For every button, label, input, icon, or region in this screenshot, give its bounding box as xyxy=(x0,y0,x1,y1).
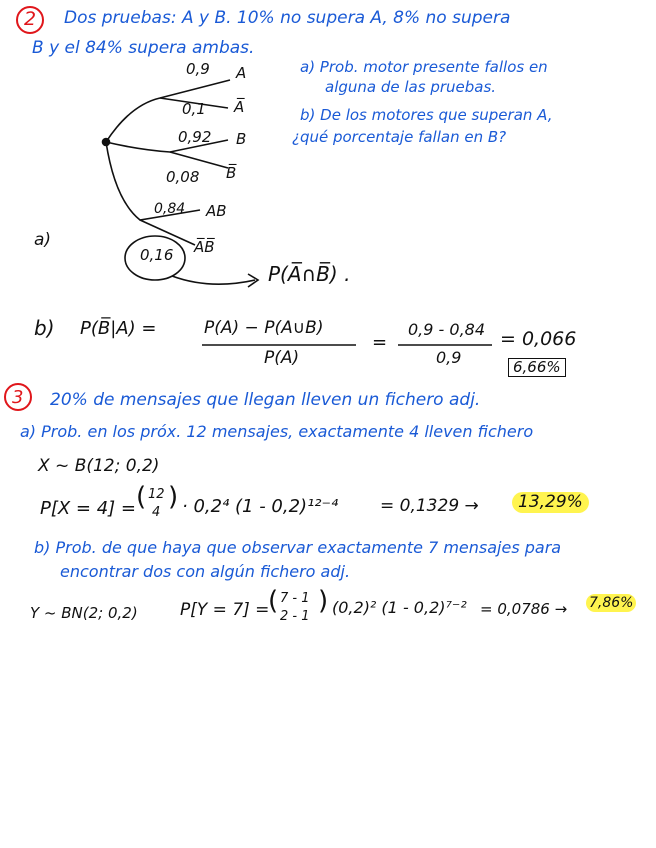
calc-b-comb-bottom: 2 - 1 xyxy=(280,609,310,624)
part-b-denominator: P(A) xyxy=(264,348,300,368)
calc-a-equals: = 0,1329 → xyxy=(380,496,479,516)
part-b-equals: = xyxy=(372,332,388,353)
tree-label-2: A̅ xyxy=(234,98,245,116)
calc-a-comb-top: 12 xyxy=(148,487,165,502)
problem-2-question-a-1: a) Prob. motor presente fallos en xyxy=(300,58,548,76)
part-b-numerator-2: 0,9 - 0,84 xyxy=(408,320,486,339)
tree-prob-5: 0,84 xyxy=(154,201,186,217)
problem-3-number: 3 xyxy=(12,387,24,408)
calc-a-lhs: P[X = 4] = xyxy=(40,498,137,519)
tree-prob-6: 0,16 xyxy=(140,246,174,264)
part-b-result: = 0,066 xyxy=(500,328,577,350)
probability-tree xyxy=(103,80,231,245)
problem-3-question-b-2: encontrar dos con algún fichero adj. xyxy=(60,562,351,581)
calc-b-lhs: P[Y = 7] = xyxy=(180,600,270,620)
distribution-a: X ~ B(12; 0,2) xyxy=(38,456,160,476)
calc-a-paren-right: ) xyxy=(168,482,179,512)
calc-b-result: 7,86% xyxy=(586,594,636,612)
part-b-label: b) xyxy=(34,316,55,340)
calc-b-equals: = 0,0786 → xyxy=(480,600,568,618)
part-b-denominator-2: 0,9 xyxy=(436,348,462,367)
problem-2-line-2: B y el 84% supera ambas. xyxy=(32,38,255,58)
problem-2-number: 2 xyxy=(24,8,37,30)
tree-label-4: B̅ xyxy=(226,164,237,182)
calc-a-rest: · 0,2⁴ (1 - 0,2)¹²⁻⁴ xyxy=(182,496,339,517)
tree-label-5: AB xyxy=(206,202,227,220)
calc-a-result: 13,29% xyxy=(512,492,589,513)
problem-3-question-b-1: b) Prob. de que haya que observar exactamente 7 mensajes para xyxy=(34,538,562,557)
calc-a-comb-bottom: 4 xyxy=(152,505,161,520)
distribution-b: Y ~ BN(2; 0,2) xyxy=(30,604,138,622)
part-a-label: a) xyxy=(34,230,52,250)
tree-label-1: A xyxy=(236,64,247,82)
tree-label-3: B xyxy=(236,130,247,148)
tree-prob-3: 0,92 xyxy=(178,128,212,146)
problem-3-question-a: a) Prob. en los próx. 12 mensajes, exactamente 4 lleven fichero xyxy=(20,422,534,441)
problem-2-question-b-1: b) De los motores que superan A, xyxy=(300,106,553,124)
calc-b-comb-top: 7 - 1 xyxy=(280,591,310,606)
part-b-numerator: P(A) − P(A∪B) xyxy=(204,318,324,338)
tree-label-6: A̅B̅ xyxy=(194,238,215,256)
tree-prob-1: 0,9 xyxy=(186,60,210,78)
calc-b-paren-right: ) xyxy=(318,586,329,616)
problem-2-question-a-2: alguna de las pruebas. xyxy=(325,78,497,96)
problem-2-question-b-2: ¿qué porcentaje fallan en B? xyxy=(292,128,507,146)
problem-3-line-1: 20% de mensajes que llegan lleven un fichero adj. xyxy=(50,390,481,410)
tree-prob-2: 0,1 xyxy=(182,100,206,118)
part-b-percent: 6,66% xyxy=(508,358,566,377)
part-a-answer: P(A̅∩B̅) . xyxy=(268,262,351,286)
calc-b-rest: (0,2)² (1 - 0,2)⁷⁻² xyxy=(332,598,467,617)
problem-2-line-1: Dos pruebas: A y B. 10% no supera A, 8% no supera xyxy=(64,8,511,28)
calc-b-paren-left: ( xyxy=(268,586,279,616)
tree-prob-4: 0,08 xyxy=(166,168,200,186)
calc-a-paren-left: ( xyxy=(136,482,147,512)
part-b-lhs: P(B̅|A) = xyxy=(80,318,157,339)
